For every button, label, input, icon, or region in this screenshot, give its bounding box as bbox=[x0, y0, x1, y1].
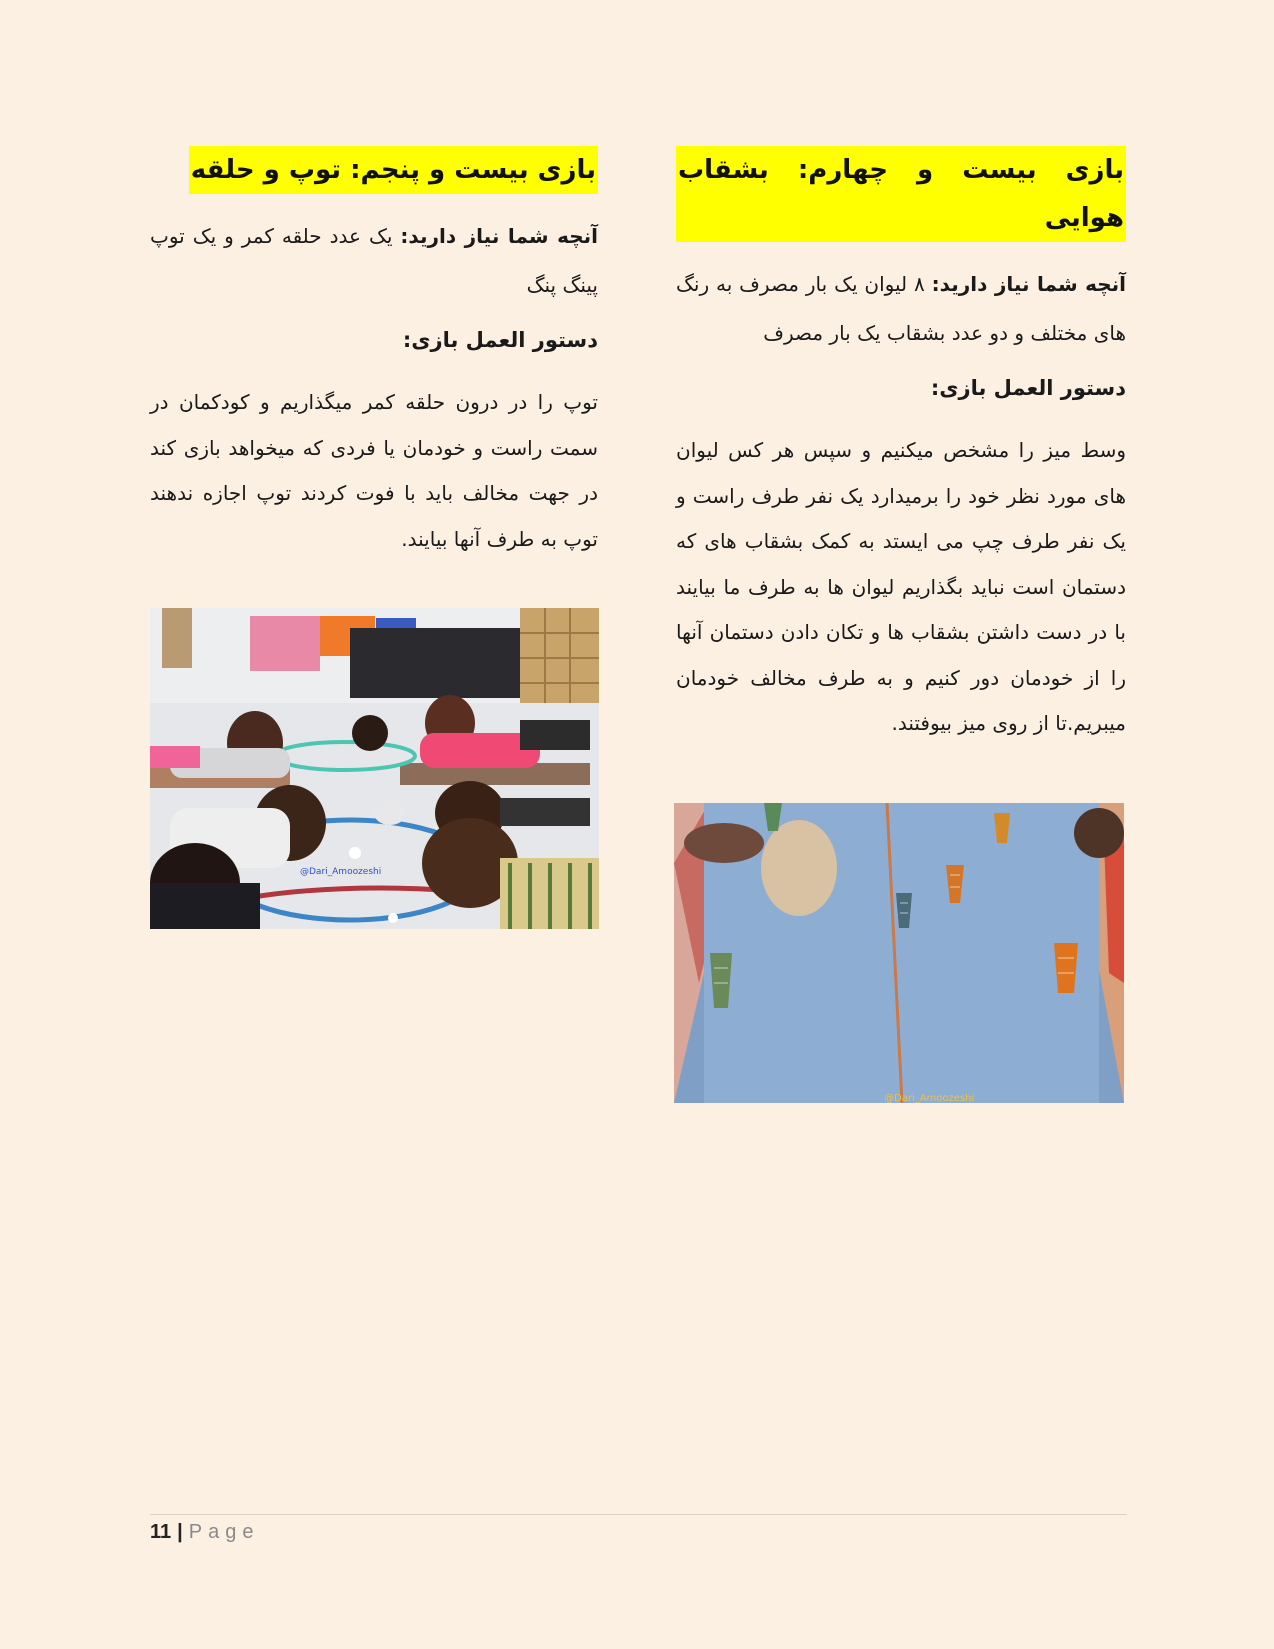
air-plate-photo bbox=[674, 803, 1124, 1103]
game-25-instructions-label: دستور العمل بازی: bbox=[402, 328, 598, 352]
page-footer bbox=[150, 1518, 259, 1546]
game-25-needs-label: آنچه شما نیاز دارید: bbox=[400, 224, 598, 248]
plate-photo-watermark: @Dari_Amoozeshi bbox=[884, 1093, 975, 1103]
game-24-instructions: وسط میز را مشخص میکنیم و سپس هر کس لیوان های مورد نظر خود را برمیدارد یک نفر طرف راست و یک نفر طرف چپ می ایستد به کمک بشقاب های که دستمان است نباید بگذاریم لیوان ها به طرف ما بیایند با در دست داشتن بشقاب ها و تکان دادن دستمان آنها را از خودمان دور کنیم و به طرف مخالف خودمان میبریم.تا از روی میز بیوفتند. bbox=[676, 438, 1126, 735]
footer-separator: | bbox=[177, 1521, 183, 1543]
footer-divider bbox=[150, 1514, 1127, 1515]
game-24-needs-text: ۸ لیوان یک بار مصرف به رنگ های مختلف و دو عدد بشقاب یک بار مصرف bbox=[676, 272, 1126, 345]
ball-and-hoop-illustration bbox=[150, 608, 599, 929]
ball-photo-watermark: @Dari_Amoozeshi bbox=[300, 867, 382, 877]
game-25-needs-text: یک عدد حلقه کمر و یک توپ پینگ پنگ bbox=[150, 224, 598, 297]
air-plate-illustration bbox=[674, 803, 1124, 1103]
ball-and-hoop-photo bbox=[150, 608, 599, 929]
game-24-needs bbox=[676, 260, 1126, 358]
game-24-needs-label: آنچه شما نیاز دارید: bbox=[931, 272, 1126, 296]
game-25-needs bbox=[150, 212, 598, 310]
game-24-section bbox=[676, 146, 1126, 747]
game-24-title: بازی بیست و چهارم: بشقاب هوایی bbox=[676, 146, 1126, 242]
page-number: 11 bbox=[150, 1521, 172, 1543]
game-24-instructions-label: دستور العمل بازی: bbox=[930, 376, 1126, 400]
game-25-section bbox=[150, 146, 598, 562]
game-25-title: بازی بیست و پنجم: توپ و حلقه bbox=[189, 146, 598, 194]
page-word: Page bbox=[188, 1521, 260, 1543]
game-25-instructions: توپ را در درون حلقه کمر میگذاریم و کودکمان در سمت راست و خودمان یا فردی که میخواهد بازی کند در جهت مخالف باید با فوت کردند توپ اجازه ندهند توپ به طرف آنها بیایند. bbox=[150, 390, 598, 551]
